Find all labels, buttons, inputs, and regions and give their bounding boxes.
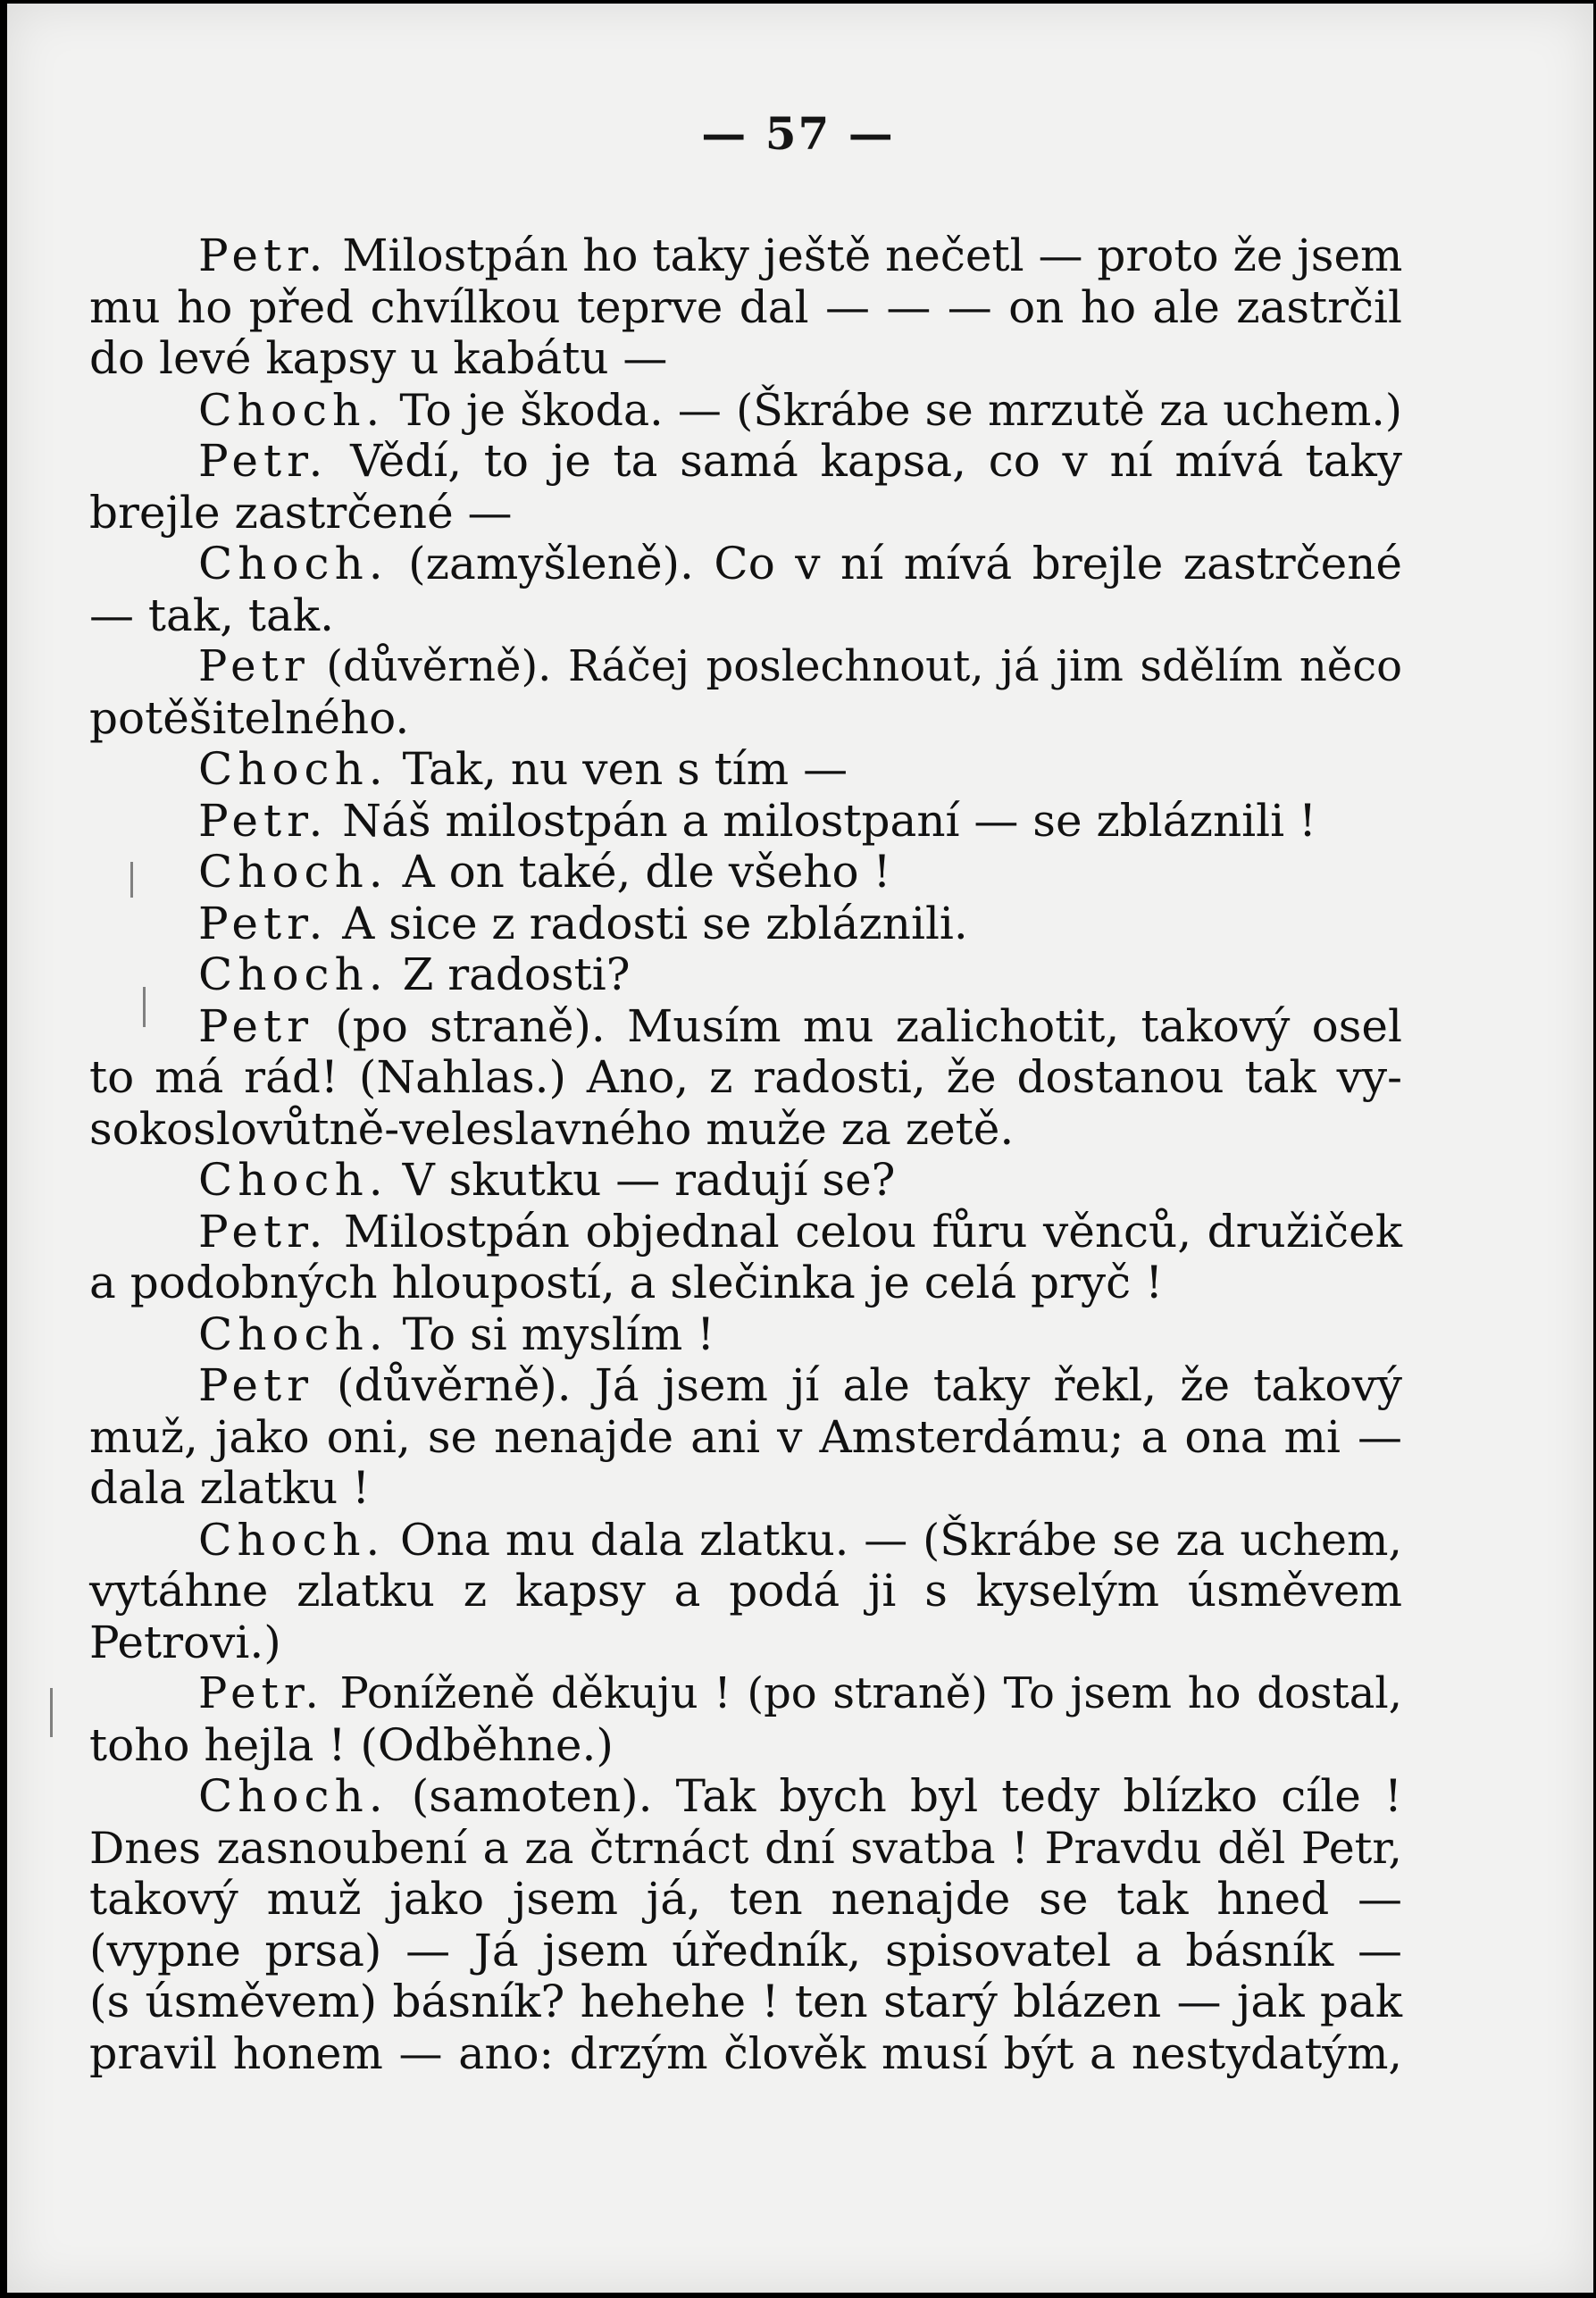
speaker-name: Choch. [198,1514,386,1566]
speaker-name: Petr. [198,897,329,949]
line-text: potěšitelného. [89,691,410,744]
text-line [89,898,1402,950]
line-text: Ona mu dala zlatku. — (Škrábe se za uchem, [385,1514,1402,1566]
line-text: (po straně). Musím mu zalichotit, takový osel [313,999,1402,1052]
line-text: Tak, nu ven s tím — [388,743,848,795]
line-text: Milostpán objednal celou fůru věnců, družiček [328,1205,1402,1258]
speaker-name: Petr [198,1359,313,1411]
line-text: (důvěrně). Já jsem jí ale taky řekl, že takový [313,1359,1402,1411]
text-line [89,1566,1402,1617]
speaker-name: Petr. [198,794,329,847]
line-text: A on také, dle všeho ! [388,846,891,898]
line-text: (důvěrně). Ráčej poslechnout, já jim sdělím něco [309,641,1402,691]
text-line [89,1412,1402,1464]
line-text: (s úsměvem) básník? hehehe ! ten starý blázen — jak pak [89,1976,1402,2027]
text-line [89,1309,1402,1361]
text-line [89,1258,1402,1309]
text-line [89,1155,1402,1207]
text-line [89,1874,1402,1926]
speaker-name: Choch. [198,1308,389,1360]
text-line [89,590,1402,642]
line-text: brejle zastrčené — [89,486,513,539]
line-text: sokoslovůtně-veleslavného muže za zetě. [89,1102,1015,1155]
line-text: (zamyšleně). Co v ní mívá brejle zastrčené [388,538,1402,589]
line-text: To si myslím ! [388,1308,715,1360]
speaker-name: Choch. [198,948,389,1000]
speaker-name: Petr [198,999,313,1052]
text-line [89,1104,1402,1156]
text-line [89,230,1402,282]
line-text: Milostpán ho taky ještě nečetl — proto že jsem [328,230,1403,281]
line-text: V skutku — radují se? [388,1154,896,1206]
text-line [89,488,1402,539]
text-line [89,693,1402,745]
text-line [89,1052,1402,1104]
text-line [89,1926,1402,1977]
line-text: pravil honem — ano: drzým člověk musí být a nestydatým, [89,2027,1402,2079]
text-line [89,1001,1402,1053]
text-line [89,1617,1402,1669]
margin-smudge [50,1688,53,1737]
speaker-name: Petr. [198,435,329,487]
line-text: dala zlatku ! [89,1462,371,1514]
speaker-name: Choch. [198,743,389,795]
speaker-name: Petr [198,641,310,691]
text-line [89,1771,1402,1823]
line-text: to má rád! (Nahlas.) Ano, z radosti, že dostanou tak vy- [89,1051,1402,1103]
line-text: vytáhne zlatku z kapsy a podá ji s kyselým úsměvem [89,1565,1402,1617]
line-text: Vědí, to je ta samá kapsa, co v ní mívá taky [328,435,1402,487]
line-text: Náš milostpán a milostpaní — se zbláznili ! [328,794,1317,847]
line-text: (samoten). Tak bych byl tedy blízko cíle ! [388,1770,1402,1822]
text-line [89,282,1402,334]
speaker-name: Petr. [198,1668,324,1718]
text-line [89,1360,1402,1412]
line-text: Dnes zasnoubení a za čtrnáct dní svatba ! Pravdu děl Petr, [89,1822,1402,1874]
line-text: takový muž jako jsem já, ten nenajde se tak hned — [89,1873,1402,1925]
speaker-name: Choch. [198,1154,389,1206]
line-text: muž, jako oni, se nenajde ani v Amsterdámu; a ona mi — [89,1410,1402,1463]
line-text: (vypne prsa) — Já jsem úředník, spisovatel a básník — [89,1924,1402,1976]
speaker-name: Choch. [198,846,389,898]
text-line [89,333,1402,385]
text-line [89,796,1402,848]
line-text: Poníženě děkuju ! (po straně) To jsem ho dostal, [323,1668,1402,1718]
text-line [89,1720,1402,1772]
speaker-name: Petr. [198,1205,329,1258]
text-line [89,847,1402,898]
text-line [89,2028,1402,2080]
text-line [89,436,1402,488]
text-line [89,1207,1402,1258]
text-line [89,1668,1402,1720]
text-line [89,1976,1402,2028]
line-text: mu ho před chvílkou teprve dal — — — on ho ale zastrčil [89,280,1402,333]
text-line [89,641,1402,693]
line-text: Petrovi.) [89,1616,281,1668]
line-text: a podobných hloupostí, a slečinka je celá pryč ! [89,1257,1164,1308]
line-text: To je škoda. — (Škrábe se mrzutě za uchem.) [385,384,1402,436]
play-text [89,230,1402,2079]
text-line [89,1463,1402,1515]
speaker-name: Choch. [198,1770,389,1822]
line-text: do levé kapsy u kabátu — [89,332,668,384]
line-text: — tak, tak. [89,589,334,641]
speaker-name: Choch. [198,538,389,589]
text-line [89,949,1402,1001]
line-text: A sice z radosti se zbláznili. [328,897,968,949]
text-line [89,539,1402,590]
speaker-name: Petr. [198,230,329,281]
text-line [89,744,1402,796]
line-text: Z radosti? [388,948,631,1000]
text-line [89,1823,1402,1875]
text-line [89,1515,1402,1567]
line-text: toho hejla ! (Odběhne.) [89,1718,614,1771]
speaker-name: Choch. [198,384,386,436]
text-line [89,385,1402,437]
page-number: — 57 — [701,107,895,160]
